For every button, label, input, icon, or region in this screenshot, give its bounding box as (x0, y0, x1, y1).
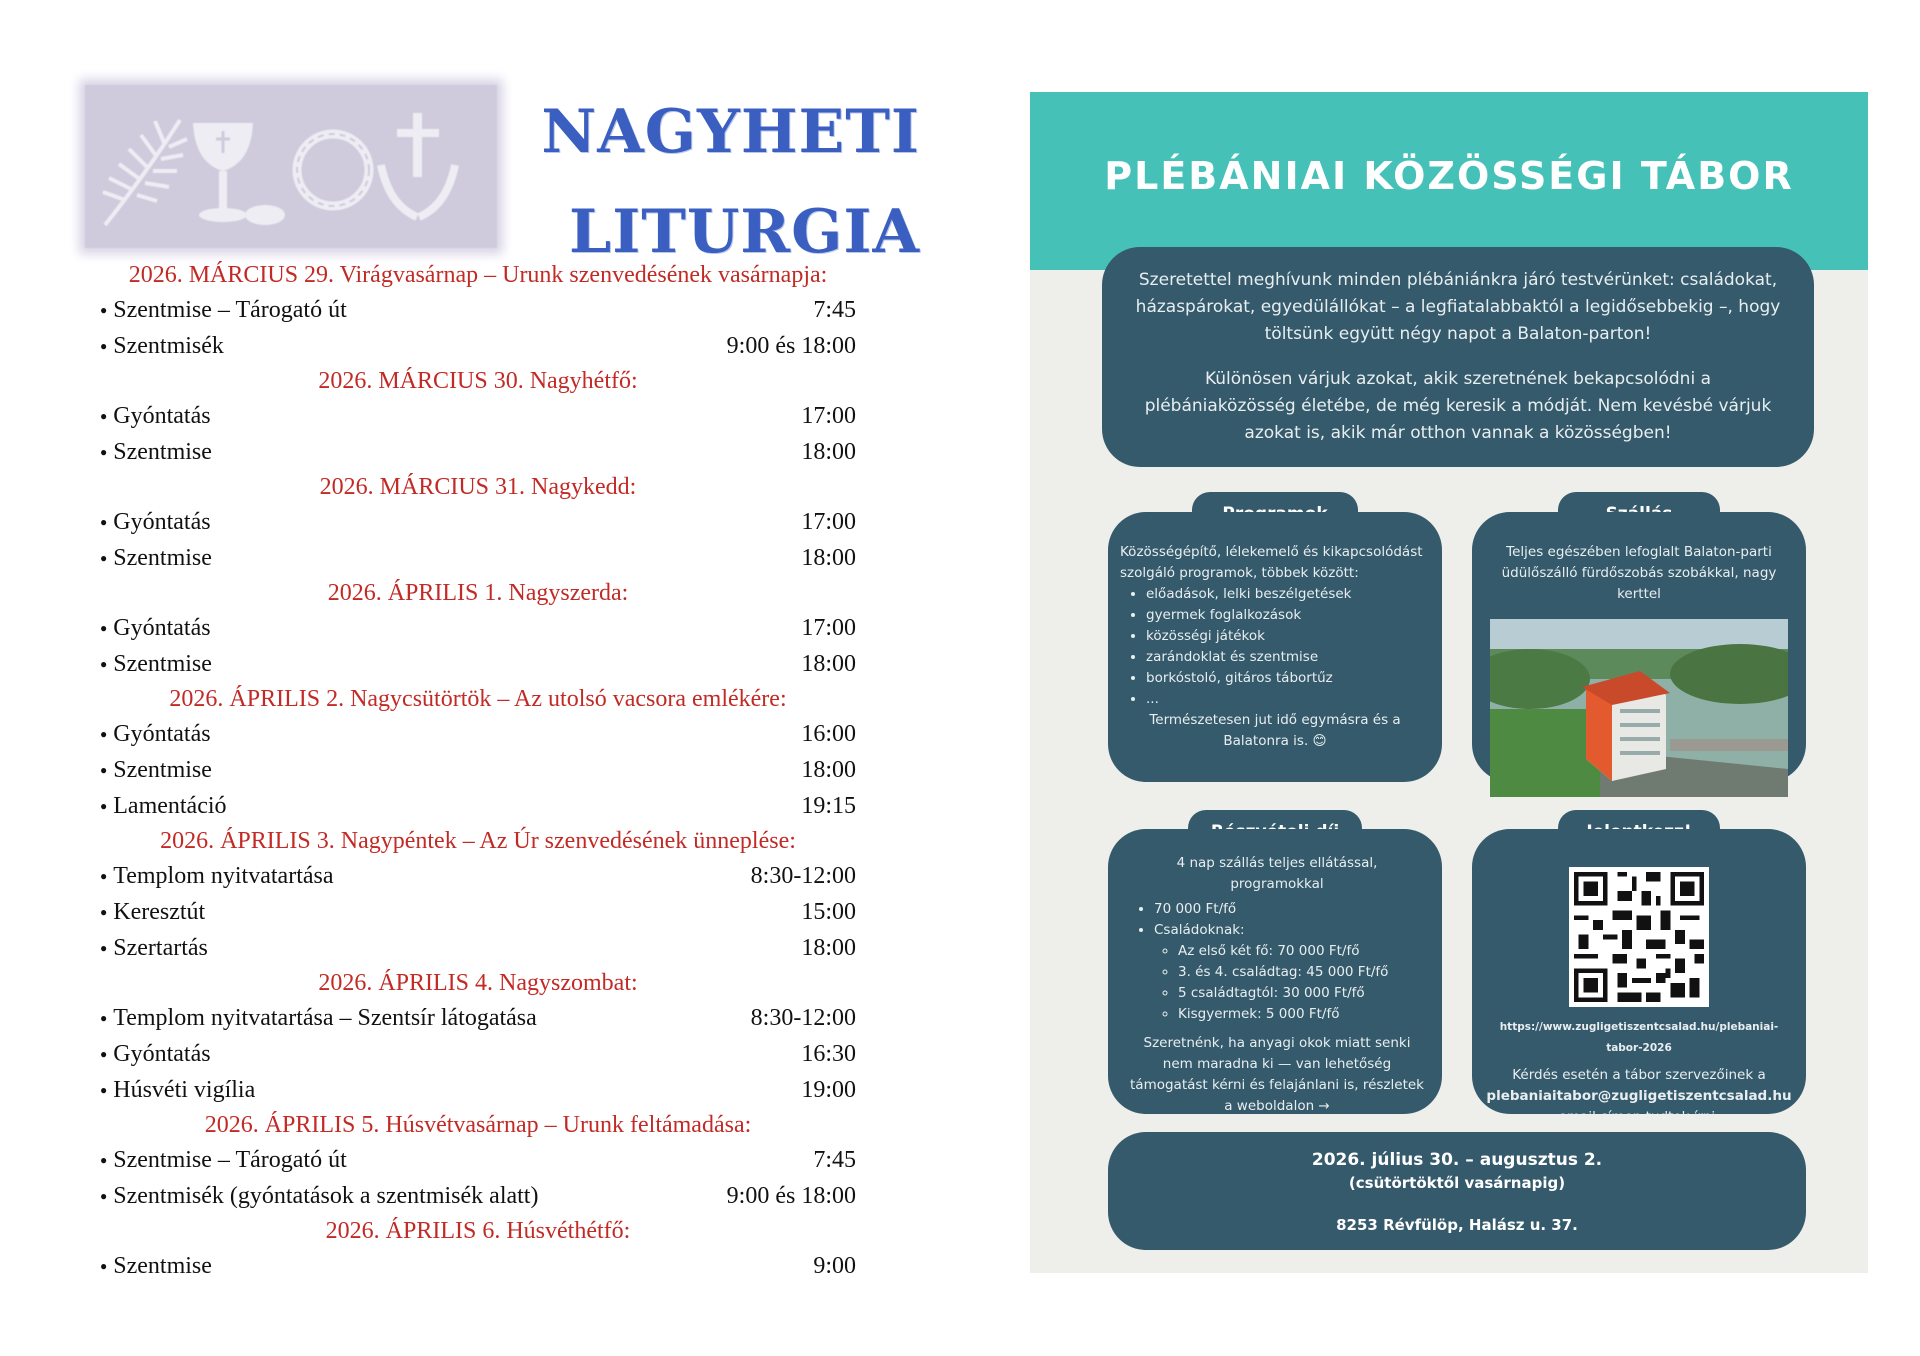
easter-symbols-illustration (85, 85, 497, 248)
schedule-row (100, 1142, 856, 1178)
szallas-card (1472, 512, 1806, 782)
program-item: • gyermek foglalkozások (1146, 605, 1430, 626)
day-heading: 2026. ÁPRILIS 4. Nagyszombat: (318, 970, 638, 996)
intro-paragraph-1: Szeretettel meghívunk minden plébániánkra járó testvérünket: családokat, házaspárokat, egyedülállókat – a legfiatalabbaktól a legidősebbekig –, hogy töltsünk együtt négy napot a Balaton-parton! (1135, 270, 1781, 344)
flyer-title: PLÉBÁNIAI KÖZÖSSÉGI TÁBOR (1104, 154, 1794, 198)
program-item: • előadások, lelki beszélgetések (1146, 584, 1430, 605)
contact-intro: Kérdés esetén a tábor szervezőinek a (1512, 1067, 1766, 1083)
event-time: 18:00 (801, 651, 856, 677)
programok-intro: Közösségépítő, lélekemelő és kikapcsolódást szolgáló programok, többek között: (1120, 544, 1423, 581)
schedule-row (100, 540, 856, 576)
szallas-text: Teljes egészében lefoglalt Balaton-parti üdülőszálló fürdőszobás szobákkal, nagy kerttel (1501, 544, 1777, 602)
day-heading: 2026. ÁPRILIS 5. Húsvétvasárnap – Urunk feltámadása: (204, 1112, 752, 1138)
schedule-row (100, 1072, 856, 1108)
event-time: 17:00 (801, 509, 856, 535)
program-item: • közösségi játékok (1146, 626, 1430, 647)
contact-outro: email címen tudtok írni. (1558, 1109, 1720, 1125)
schedule-row (100, 788, 856, 824)
family-price-item: ◦ Kisgyermek: 5 000 Ft/fő (1178, 1004, 1426, 1025)
registration-link[interactable]: https://www.zugligetiszentcsalad.hu/plebaniai-tabor-2026 (1499, 1021, 1779, 1054)
event-label: ● Szentmise (100, 540, 212, 576)
programok-outro: Természetesen jut idő egymásra és a Balatonra is. 😊 (1149, 712, 1401, 749)
event-time: 16:30 (801, 1041, 856, 1067)
event-time: 18:00 (801, 757, 856, 783)
event-label: ● Szentmise (100, 1248, 212, 1284)
event-time: 19:00 (801, 1077, 856, 1103)
reszveteli-intro: 4 nap szállás teljes ellátással, programokkal (1176, 855, 1378, 892)
day-heading: 2026. ÁPRILIS 6. Húsvéthétfő: (325, 1218, 631, 1244)
event-label: ● Szentmise (100, 434, 212, 470)
event-time: 9:00 és 18:00 (726, 1183, 856, 1209)
event-time: 16:00 (801, 721, 856, 747)
programok-card (1108, 512, 1442, 782)
schedule-row (100, 716, 856, 752)
day-heading: 2026. MÁRCIUS 31. Nagykedd: (319, 474, 637, 500)
event-label: ● Szertartás (100, 930, 208, 966)
event-label: ● Szentmisék (gyóntatások a szentmisék alatt) (100, 1178, 538, 1214)
dates-card (1108, 1132, 1806, 1250)
event-time: 18:00 (801, 935, 856, 961)
chalice-icon (193, 123, 285, 225)
camp-dates: 2026. július 30. – augusztus 2. (1311, 1150, 1603, 1170)
event-label: ● Templom nyitvatartása – Szentsír látogatása (100, 1000, 537, 1036)
event-label: ● Lamentáció (100, 788, 227, 824)
intro-paragraph-2: Különösen várjuk azokat, akik szeretnének bekapcsolódni a plébániaközösség életébe, de még keresik a módját. Nem kevésbé várjuk azokat is, akik már otthon vannak a közösségben! (1144, 369, 1772, 443)
event-label: ● Húsvéti vigília (100, 1072, 255, 1108)
schedule-row (100, 398, 856, 434)
schedule-row (100, 752, 856, 788)
programok-list (1146, 584, 1430, 710)
event-label: ● Szentmise (100, 752, 212, 788)
schedule-row (100, 894, 856, 930)
contact-email[interactable]: plebaniaitabor@zugligetiszentcsalad.hu (1486, 1088, 1792, 1104)
event-time: 7:45 (813, 1147, 856, 1173)
event-label: ● Keresztút (100, 894, 205, 930)
event-time: 18:00 (801, 545, 856, 571)
schedule-row (100, 292, 856, 328)
event-time: 18:00 (801, 439, 856, 465)
intro-card (1102, 247, 1814, 467)
price-item: • 70 000 Ft/fő (1154, 899, 1426, 920)
event-label: ● Szentmise (100, 646, 212, 682)
program-item: • zarándoklat és szentmise (1146, 647, 1430, 668)
palm-leaf-icon (103, 120, 187, 225)
liturgy-schedule (100, 258, 856, 1284)
family-price-item: ◦ 5 családtagtól: 30 000 Ft/fő (1178, 983, 1426, 1004)
schedule-row (100, 504, 856, 540)
day-heading: 2026. ÁPRILIS 1. Nagyszerda: (327, 580, 629, 606)
day-heading: 2026. ÁPRILIS 3. Nagypéntek – Az Úr szenvedésének ünneplése: (160, 828, 796, 854)
schedule-row (100, 1000, 856, 1036)
event-time: 17:00 (801, 403, 856, 429)
event-time: 7:45 (813, 297, 856, 323)
schedule-row (100, 858, 856, 894)
event-label: ● Gyóntatás (100, 716, 211, 752)
schedule-row (100, 1036, 856, 1072)
registration-qr-code[interactable] (1569, 867, 1709, 1007)
crown-of-thorns-icon (297, 134, 369, 206)
camp-flyer (1030, 92, 1868, 1273)
title-line-1: NAGYHETI (541, 97, 920, 167)
cross-hands-icon (381, 113, 455, 217)
event-time: 19:15 (801, 793, 856, 819)
schedule-row (100, 930, 856, 966)
symbols-banner (85, 85, 497, 248)
event-time: 17:00 (801, 615, 856, 641)
event-label: ● Gyóntatás (100, 398, 211, 434)
title-line-2: LITURGIA (569, 197, 920, 267)
event-label: ● Templom nyitvatartása (100, 858, 334, 894)
schedule-row (100, 1178, 856, 1214)
page-title (520, 82, 920, 282)
event-time: 9:00 és 18:00 (726, 333, 856, 359)
event-label: ● Szentmisék (100, 328, 224, 364)
hotel-photo (1490, 619, 1788, 797)
camp-days: (csütörtöktől vasárnapig) (1348, 1174, 1566, 1192)
support-note: Szeretnénk, ha anyagi okok miatt senki nem maradna ki — van lehetőség támogatást kérni és felajánlani is, részletek a weboldalon → (1130, 1035, 1424, 1114)
event-label: ● Szentmise – Tárogató út (100, 292, 347, 328)
event-label: ● Szentmise – Tárogató út (100, 1142, 347, 1178)
event-label: ● Gyóntatás (100, 610, 211, 646)
camp-address: 8253 Révfülöp, Halász u. 37. (1336, 1216, 1578, 1234)
event-time: 15:00 (801, 899, 856, 925)
price-list (1154, 899, 1426, 1025)
schedule-row (100, 610, 856, 646)
day-heading: 2026. ÁPRILIS 2. Nagycsütörtök – Az utolsó vacsora emlékére: (169, 686, 787, 712)
family-price-item: ◦ Az első két fő: 70 000 Ft/fő (1178, 941, 1426, 962)
day-heading: 2026. MÁRCIUS 29. Virágvasárnap – Urunk szenvedésének vasárnapja: (128, 262, 828, 288)
event-time: 8:30-12:00 (750, 1005, 856, 1031)
schedule-row (100, 434, 856, 470)
event-label: ● Gyóntatás (100, 1036, 211, 1072)
reszveteli-card (1108, 829, 1442, 1114)
family-price-item: ◦ 3. és 4. családtag: 45 000 Ft/fő (1178, 962, 1426, 983)
event-time: 8:30-12:00 (750, 863, 856, 889)
program-item: • borkóstoló, gitáros tábortűz (1146, 668, 1430, 689)
event-time: 9:00 (813, 1253, 856, 1279)
event-label: ● Gyóntatás (100, 504, 211, 540)
schedule-row (100, 646, 856, 682)
family-price-list (1178, 941, 1426, 1025)
families-label: Családoknak: (1154, 922, 1245, 938)
program-item: • ... (1146, 689, 1430, 710)
schedule-row (100, 328, 856, 364)
schedule-row (100, 1248, 856, 1284)
families-item (1154, 920, 1426, 1025)
jelentkezz-card (1472, 829, 1806, 1125)
day-heading: 2026. MÁRCIUS 30. Nagyhétfő: (318, 368, 638, 394)
